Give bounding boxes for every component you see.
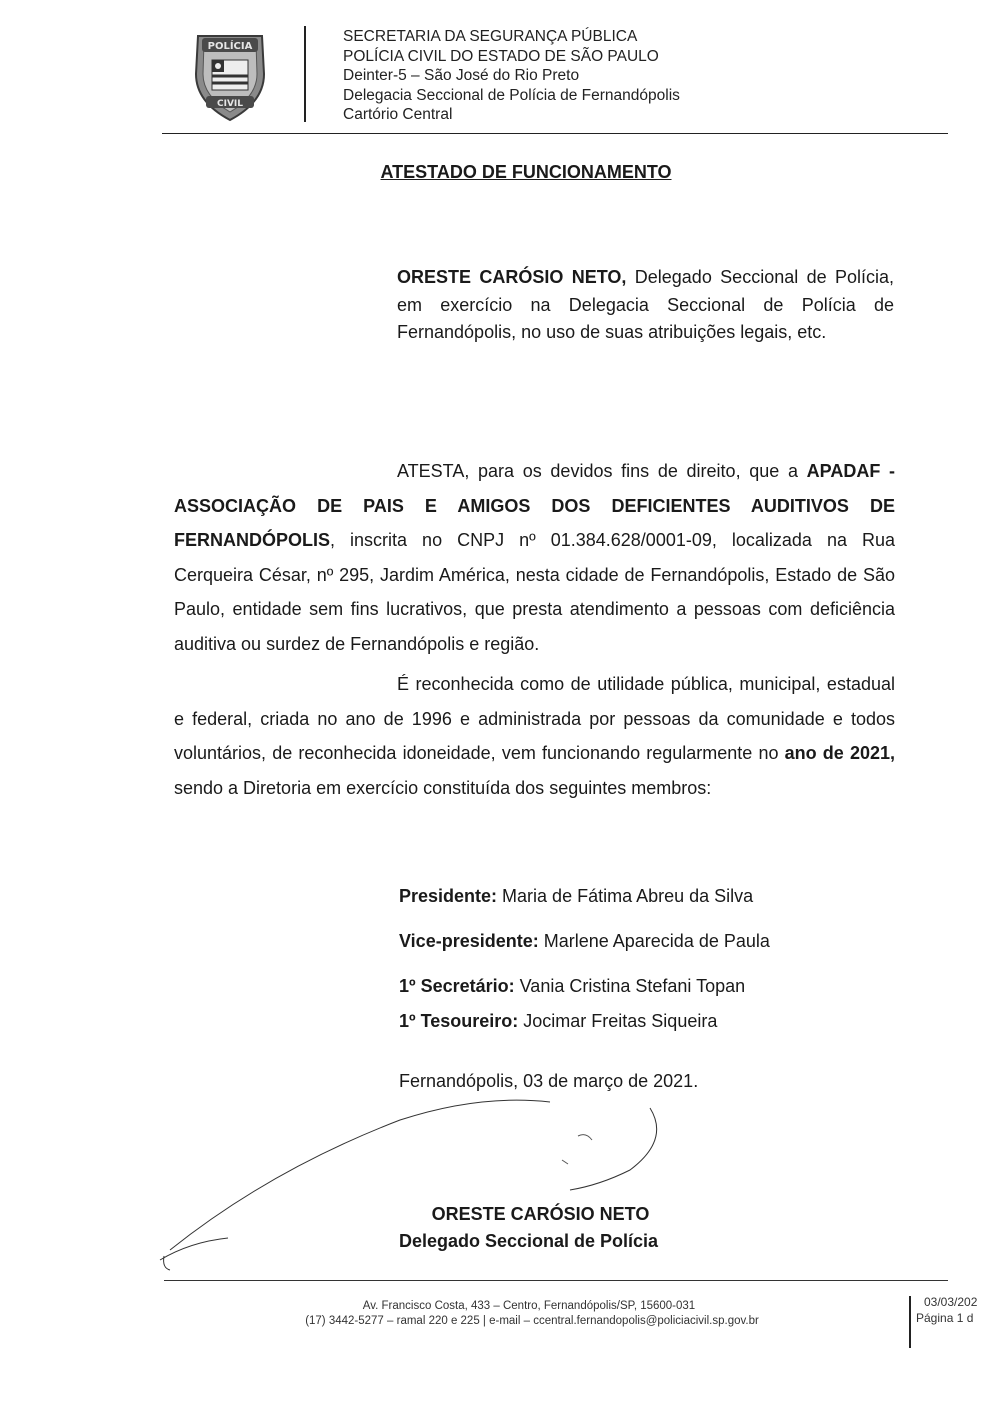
member-president <box>399 886 753 907</box>
header-rule <box>162 133 948 134</box>
intro-text: Delegado Seccional de Polícia, em exercício na Delegacia Seccional de Polícia de Fernandópolis, no uso de suas atribuições legais, etc. <box>397 267 894 342</box>
attestation-rest: , inscrita no CNPJ nº 01.384.628/0001-09, localizada na Rua Cerqueira César, nº 295, Jardim América, nesta cidade de Fernandópolis, Estado de São Paulo, entidade sem fins lucrativos, que presta atendimento a pessoas com deficiência auditiva ou surdez de Fernandópolis e região. <box>174 530 895 654</box>
header-line: Deinter-5 – São José do Rio Preto <box>343 67 580 85</box>
attestation-paragraph <box>174 454 895 661</box>
recognition-year: ano de 2021, <box>784 743 895 763</box>
recognition-lead: É reconhecida como de utilidade pública, municipal, estadual e federal, criada no ano de 1996 e administrada por pessoas da comunidade e todos voluntários, de reconhecida idoneidade, vem funcionando regularmente no <box>174 674 895 763</box>
header-line: POLÍCIA CIVIL DO ESTADO DE SÃO PAULO <box>343 47 659 65</box>
signatory-role: Delegado Seccional de Polícia <box>398 1231 659 1251</box>
svg-text:POLÍCIA: POLÍCIA <box>207 41 253 52</box>
stamp-date: 03/03/202 <box>924 1295 978 1309</box>
intro-paragraph <box>397 264 894 347</box>
member-role: 1º Tesoureiro: <box>399 1011 519 1031</box>
member-role: Vice-presidente: <box>399 931 539 951</box>
header-line: Delegacia Seccional de Polícia de Fernandópolis <box>343 86 680 104</box>
entity-name: APADAF - ASSOCIAÇÃO DE PAIS E AMIGOS DOS DEFICIENTES AUDITIVOS DE FERNANDÓPOLIS <box>174 461 895 550</box>
member-treasurer <box>399 1011 717 1032</box>
footer-rule <box>164 1280 948 1281</box>
header-institution <box>343 27 680 125</box>
police-badge-logo <box>190 30 270 124</box>
member-vice-president <box>399 931 770 952</box>
stamp-bar <box>909 1296 911 1348</box>
member-name: Marlene Aparecida de Paula <box>538 931 770 951</box>
recognition-rest: sendo a Diretoria em exercício constituída dos seguintes membros: <box>174 777 712 798</box>
header-line: Cartório Central <box>343 106 453 124</box>
signatory-name: ORESTE CARÓSIO NETO <box>431 1204 650 1224</box>
document-body <box>174 454 895 805</box>
recognition-paragraph <box>174 667 895 805</box>
place-date: Fernandópolis, 03 de março de 2021. <box>399 1071 699 1091</box>
document-title: ATESTADO DE FUNCIONAMENTO <box>380 162 672 182</box>
intro-name: ORESTE CARÓSIO NETO, <box>397 267 627 287</box>
member-name: Vania Cristina Stefani Topan <box>514 976 746 996</box>
footer-contact: (17) 3442-5277 – ramal 220 e 225 | e-mail – ccentral.fernandopolis@policiacivil.sp.gov.br <box>305 1315 759 1327</box>
attestation-lead: ATESTA, para os devidos fins de direito, que a <box>397 461 807 481</box>
header-divider <box>304 26 306 122</box>
member-secretary <box>399 976 745 997</box>
member-role: 1º Secretário: <box>399 976 515 996</box>
header-line: SECRETARIA DA SEGURANÇA PÚBLICA <box>343 28 638 45</box>
svg-text:CIVIL: CIVIL <box>216 99 244 109</box>
stamp-page: Página 1 d <box>916 1311 974 1325</box>
member-name: Jocimar Freitas Siqueira <box>518 1011 718 1031</box>
footer-address: Av. Francisco Costa, 433 – Centro, Fernandópolis/SP, 15600-031 <box>362 1300 696 1312</box>
member-name: Maria de Fátima Abreu da Silva <box>497 886 754 906</box>
member-role: Presidente: <box>399 886 498 906</box>
